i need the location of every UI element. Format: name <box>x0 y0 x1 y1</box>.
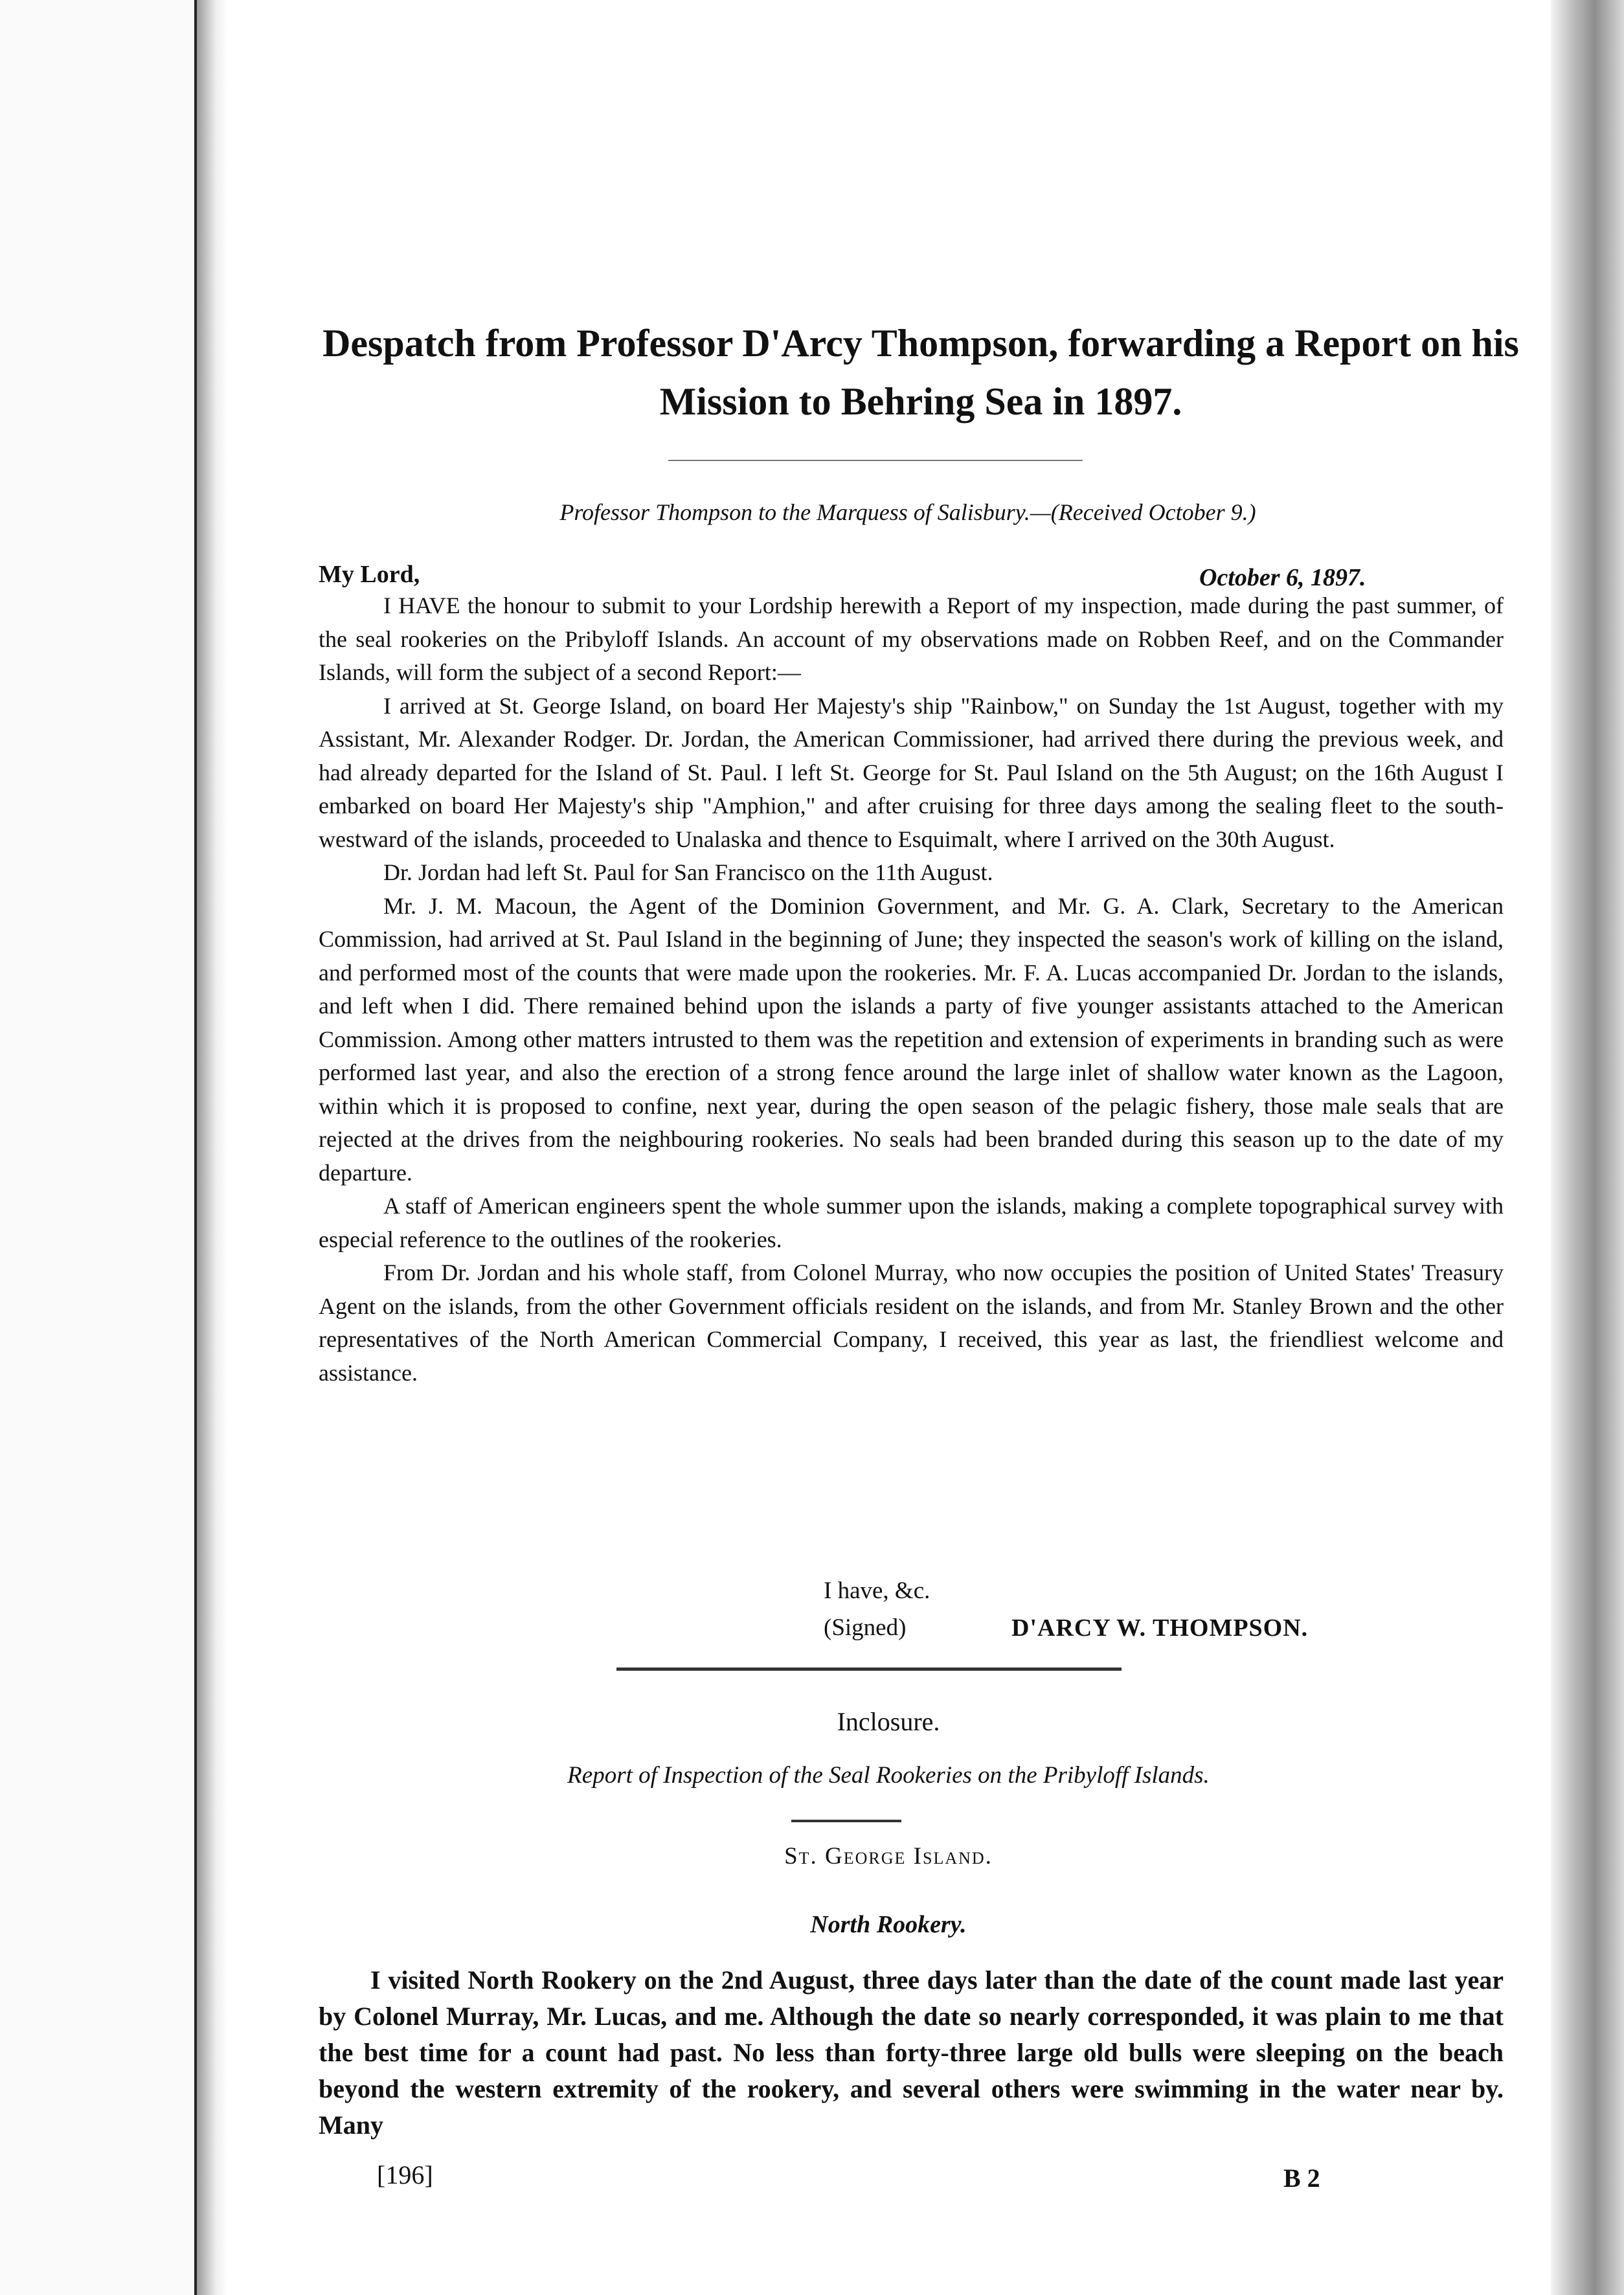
short-rule <box>791 1820 901 1822</box>
closing: I have, &c. <box>824 1577 930 1604</box>
inclosure-heading: Inclosure. <box>837 1707 940 1736</box>
letter-body <box>319 589 1504 1390</box>
facing-page-edge <box>0 0 197 2295</box>
report-title: Report of Inspection of the Seal Rookeries on the Pribyloff Islands. <box>567 1762 1210 1789</box>
rookery-heading: North Rookery. <box>810 1911 967 1938</box>
salutation: My Lord, <box>319 561 420 588</box>
document-title: Despatch from Professor D'Arcy Thompson, forwarding a Report on his Mission to Behring Sea in 1897. <box>322 322 1519 423</box>
letter-paragraph: Dr. Jordan had left St. Paul for San Francisco on the 11th August. <box>383 859 993 885</box>
letter-paragraph: Mr. J. M. Macoun, the Agent of the Dominion Government, and Mr. G. A. Clark, Secretary to the American Commission, had arrived at St. Paul Island in the beginning of June; they inspected the season's work of killing on the island, and performed most of the counts that were made upon the rookeries. Mr. F. A. Lucas accompanied Dr. Jordan to the islands, and left when I did. There remained behind upon the islands a party of five younger assistants attached to the American Commission. Among other matters intrusted to them was the repetition and extension of experiments in branding such as were performed last year, and also the erection of a strong fence around the large inlet of shallow water known as the Lagoon, within which it is proposed to confine, next year, during the open season of the pelagic fishery, those male seals that are rejected at the drives from the neighbouring rookeries. No seals had been branded during this season up to the date of my departure. <box>319 892 1504 1186</box>
island-heading: St. George Island. <box>784 1843 993 1870</box>
addressee-line: Professor Thompson to the Marquess of Salisbury.—(Received October 9.) <box>559 499 1256 525</box>
signature-mark: B 2 <box>1283 2164 1320 2193</box>
letter-paragraph: From Dr. Jordan and his whole staff, from Colonel Murray, who now occupies the position of United States' Treasury Agent on the islands, from the other Government officials resident on the islands, and from Mr. Stanley Brown and the other representatives of the North American Commercial Company, I received, this year as last, the friendliest welcome and assistance. <box>319 1260 1504 1386</box>
letter-paragraph: I HAVE the honour to submit to your Lordship herewith a Report of my inspection, made during the past summer, of the seal rookeries on the Pribyloff Islands. An account of my observations made on Robben Reef, and on the Commander Islands, will form the subject of a second Report:— <box>319 593 1504 685</box>
document-page <box>228 0 1549 2295</box>
signatory: D'ARCY W. THOMPSON. <box>1011 1614 1309 1642</box>
letter-date: October 6, 1897. <box>1199 564 1366 591</box>
book-gutter <box>197 0 228 2295</box>
signed-label: (Signed) <box>824 1614 907 1641</box>
folio-number: [196] <box>377 2160 433 2189</box>
report-paragraph: I visited North Rookery on the 2nd August, three days later than the date of the count made last year by Colonel Murray, Mr. Lucas, and me. Although the date so nearly corresponded, it was plain to me that the best time for a count had past. No less than forty-three large old bulls were sleeping on the beach beyond the western extremity of the rookery, and several others were swimming in the water near by. Many <box>319 1965 1504 2140</box>
section-rule <box>616 1668 1122 1671</box>
letter-paragraph: A staff of American engineers spent the whole summer upon the islands, making a complete topographical survey with especial reference to the outlines of the rookeries. <box>319 1193 1504 1252</box>
letter-paragraph: I arrived at St. George Island, on board Her Majesty's ship "Rainbow," on Sunday the 1st August, together with my Assistant, Mr. Alexander Rodger. Dr. Jordan, the American Commissioner, had arrived there during the previous week, and had already departed for the Island of St. Paul. I left St. George for St. Paul Island on the 5th August; on the 16th August I embarked on board Her Majesty's ship "Amphion," and after cruising for three days among the sealing fleet to the south-westward of the islands, proceeded to Unalaska and thence to Esquimalt, where I arrived on the 30th August. <box>319 692 1504 852</box>
report-body <box>319 1962 1504 2143</box>
page-stack-edge <box>1551 0 1624 2295</box>
title-rule <box>668 460 1083 461</box>
